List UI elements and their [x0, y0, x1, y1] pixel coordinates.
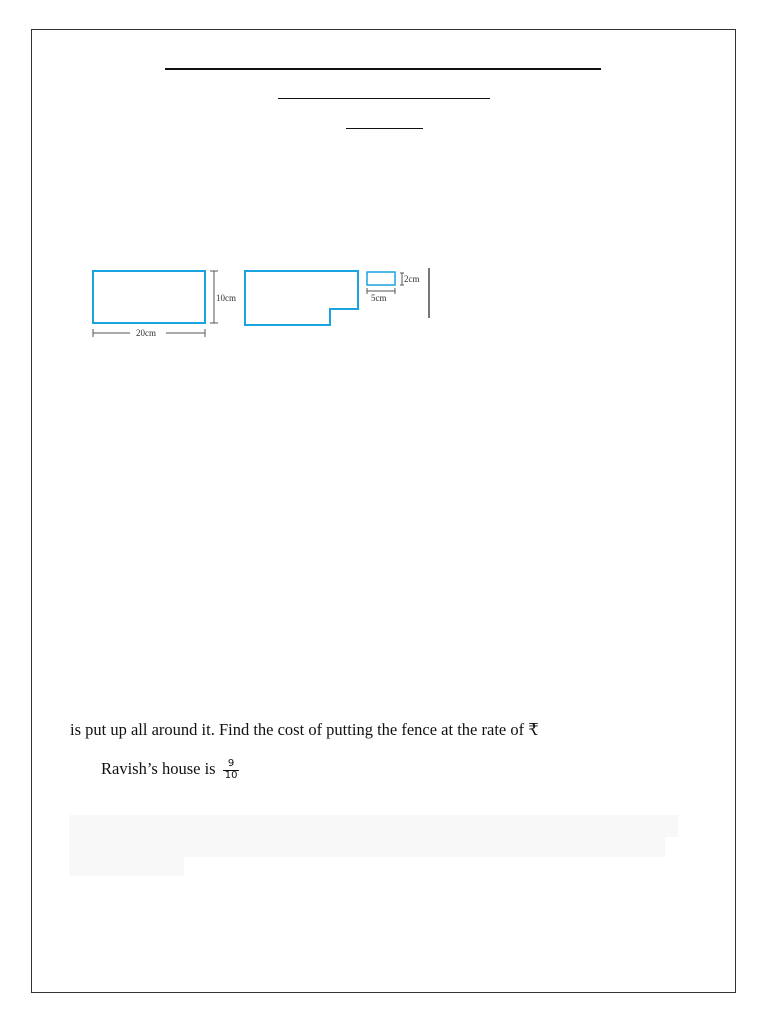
heading-underline [346, 128, 423, 129]
fraction [223, 759, 240, 781]
small-rectangle-shape [367, 272, 395, 285]
small-width-label: 5cm [371, 293, 387, 303]
width-label: 20cm [136, 328, 156, 338]
fence-question-text: is put up all around it. Find the cost of putting the fence at the rate of ₹ [70, 720, 539, 739]
subtitle-underline [278, 98, 490, 99]
redacted-block [69, 815, 678, 837]
house-question-text: Ravish’s house is [101, 759, 216, 778]
l-shape [245, 271, 358, 325]
small-height-label: 2cm [404, 274, 420, 284]
fraction-numerator: 9 [223, 759, 240, 771]
height-label: 10cm [216, 293, 236, 303]
rectangle-shape [93, 271, 205, 323]
title-underline [165, 68, 601, 70]
fraction-denominator: 10 [224, 769, 238, 781]
redacted-block [69, 857, 184, 876]
redacted-block [69, 837, 665, 857]
shapes-diagram [84, 262, 440, 344]
shapes-figure [84, 262, 440, 344]
house-question-line [101, 759, 239, 781]
